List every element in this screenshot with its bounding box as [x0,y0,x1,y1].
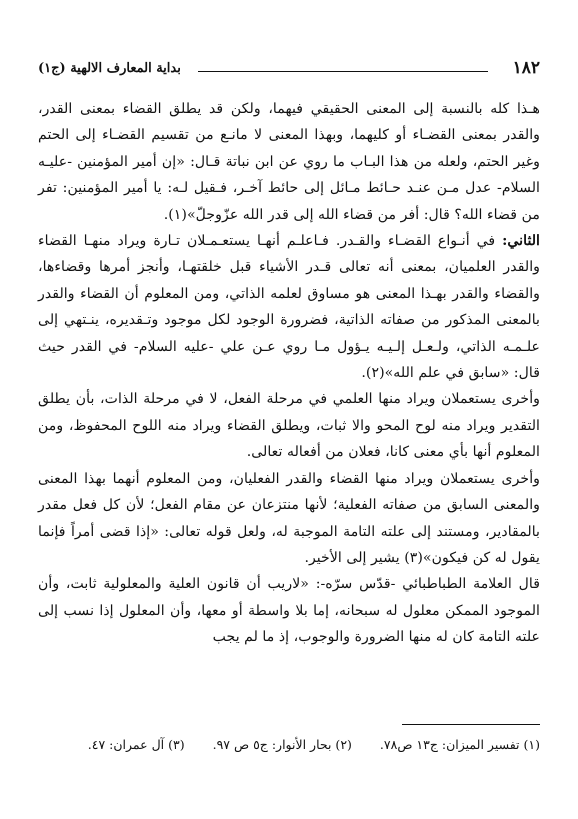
paragraph-text: وأخرى يستعملان ويراد منها العلمي في مرحلة الفعل، لا في مرحلة الذات، بأن يطلق التقدير ويراد منه لوح المحو والا ثبات، ويطلق القضاء ويراد منه اللوح المحفوظ، ومن المعلوم أنها بأي معنى كانا، فعلان من أفعاله تعالى. [38,391,540,461]
paragraph-text: هـذا كله بالنسبة إلى المعنى الحقيقي فيهما، ولكن قد يطلق القضاء بمعنى القدر، والقدر بمعنى القضـاء أو كليهما، وبهذا المعنى لا مانـع من تقسيم القضـاء إلى الحتم وغير الحتم، ولعله من هذا البـاب ما روي عن ابن نباتة قـال: «إن أمير المؤمنين -عليـه السلام- عدل مـن عنـد حـائط مـائل إلى حائط آخـر، فـقيل لـه: يا أمير المؤمنين: تفر من قضاء الله؟ قال: أفر من قضاء الله إلى قدر الله عزّوجلّ»(١). [38,101,540,223]
paragraph-text: قال العلامة الطباطبائي -قدّس سرّه-: «لاريب أن قانون العلية والمعلولية ثابت، وأن الموجود الممكن معلول له سبحانه، إما بلا واسطة أو معها، وأن المعلول إذا نسب إلى علته التامة كان له منها الضرورة والوجوب، إذ ما لم يجب [38,576,540,646]
paragraph-text: وأخرى يستعملان ويراد منها القضاء والقدر الفعليان، ومن المعلوم أنهما بهذا المعنى والمعنى السابق من صفاته الفعلية؛ لأنها منتزعان عن مقام الفعل؛ لأن كل فعل مقدر بالمقادير، ومستند إلى علته التامة الموجبة له، ولعل قوله تعالى: «إذا قضى أمراً فإنما يقول له كن فيكون»(٣) يشير إلى الأخير. [38,470,540,566]
paragraph-4 [38,466,540,572]
footnote-3: (٣) آل عمران: ٤٧. [87,737,185,752]
paragraph-1 [38,96,540,228]
paragraph-text: في أنـواع القضـاء والقـدر. فـاعلـم أنهـا يستعـمـلان تـارة ويراد منهـا القضاء والقدر العلميان، بمعنى أنه تعالى قـدر الأشياء قبل خلقتهـا، وأنجز أمرها وقضاءها، والقضاء والقدر بهـذا المعنى هو مساوق لعلمه الذاتي، ومن المعلوم أن القضاء والقدر بالمعنى المذكور من صفاته الذاتية، فضرورة الوجود لكل موجود وتـقديره، ينـتهي إلى علـمـه الذاتي، ولـعـل إلـيـه يـؤول مـا روي عـن علي -عليه السلام- في القدر حيث قال: «سابق في علم الله»(٢). [38,233,540,382]
paragraph-3 [38,386,540,465]
footnote-2: (٢) بحار الأنوار: ج٥ ص ٩٧. [212,737,352,752]
running-title: بداية المعارف الالهية (ج١) [38,61,181,76]
header-rule [198,71,488,72]
footnote-1: (١) تفسير الميزان: ج١٣ ص٧٨. [379,737,540,752]
page-number: ١٨٢ [512,58,540,78]
page-header [38,56,540,92]
paragraph-5 [38,571,540,650]
footnote-divider [402,724,540,725]
paragraph-2 [38,228,540,386]
section-lead: الثاني: [502,233,540,250]
body-text [38,96,540,651]
footnotes [38,736,540,754]
